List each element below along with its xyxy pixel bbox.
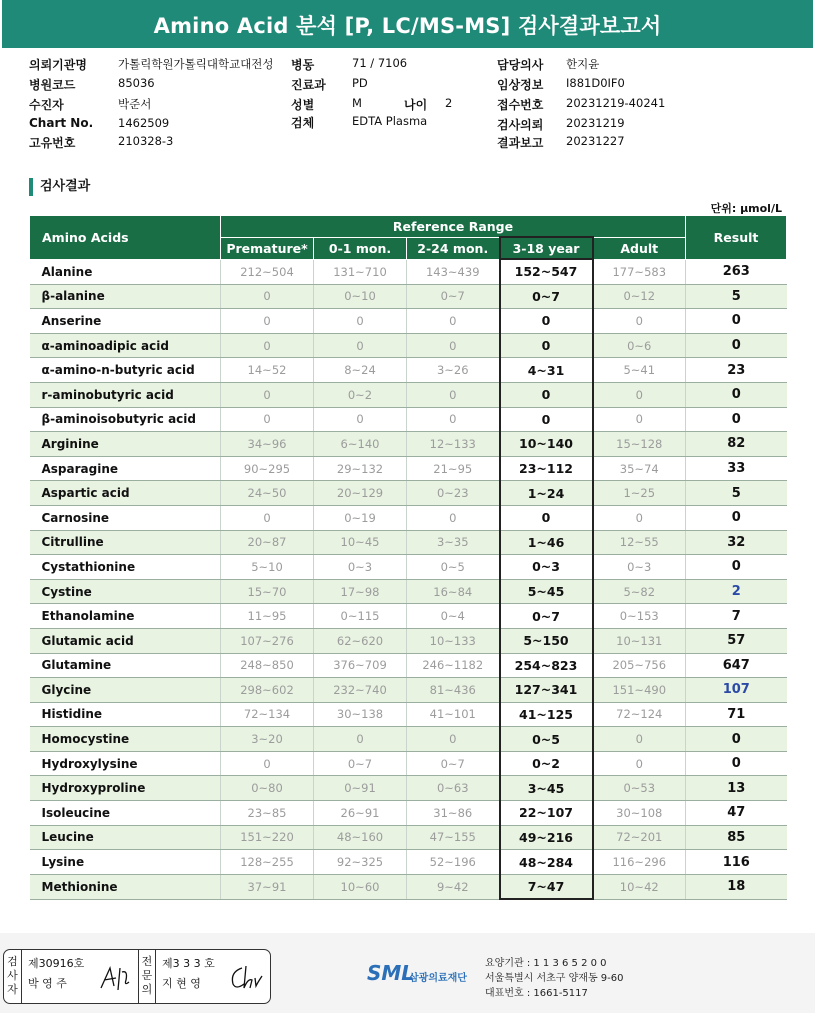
reference-range-highlight: 0	[500, 407, 593, 432]
physician-label: 담당의사	[497, 58, 544, 72]
hospital-code: 85036	[118, 76, 155, 90]
result-value: 32	[686, 530, 787, 555]
org-address	[485, 956, 624, 1001]
reference-range: 232~740	[314, 678, 407, 703]
table-row	[30, 333, 787, 358]
reference-range: 3~35	[407, 530, 500, 555]
unique-no-label: 고유번호	[29, 136, 76, 150]
reference-range: 0~115	[314, 604, 407, 629]
reference-range-highlight: 0~2	[500, 751, 593, 776]
reference-range: 0~23	[407, 481, 500, 506]
table-row	[30, 751, 787, 776]
chart-no: 1462509	[118, 116, 170, 130]
amino-acid-name: Glutamine	[30, 653, 221, 678]
reference-range: 14~52	[221, 358, 314, 383]
table-row	[30, 702, 787, 727]
table-row	[30, 555, 787, 580]
request-date-label: 검사의뢰	[497, 118, 544, 132]
reference-range: 5~10	[221, 555, 314, 580]
range-header: Adult	[593, 237, 686, 259]
reference-range-highlight: 1~24	[500, 481, 593, 506]
table-row	[30, 505, 787, 530]
section-title: 검사결과	[29, 178, 90, 196]
amino-acid-name: β-alanine	[30, 284, 221, 309]
reference-range: 37~91	[221, 874, 314, 899]
sml-logo-text: SML	[367, 961, 415, 985]
result-value: 5	[686, 481, 787, 506]
reference-range: 0	[593, 727, 686, 752]
amino-acid-name: Lysine	[30, 850, 221, 875]
reference-range: 34~96	[221, 432, 314, 457]
reference-range: 131~710	[314, 259, 407, 284]
amino-acid-name: Aspartic acid	[30, 481, 221, 506]
amino-acid-name: Alanine	[30, 259, 221, 284]
reference-range: 0	[221, 505, 314, 530]
reference-range: 0	[407, 407, 500, 432]
clinical-info: I881D0IF0	[566, 76, 625, 90]
reference-range-highlight: 0	[500, 505, 593, 530]
requesting-institution-label: 의뢰기관명	[29, 58, 87, 72]
reference-range: 0	[593, 309, 686, 334]
reference-range: 10~45	[314, 530, 407, 555]
reference-range-highlight: 254~823	[500, 653, 593, 678]
reference-range-highlight: 1~46	[500, 530, 593, 555]
amino-acid-name: Glutamic acid	[30, 628, 221, 653]
result-value: 2	[686, 579, 787, 604]
reference-range: 0~19	[314, 505, 407, 530]
reference-range: 29~132	[314, 456, 407, 481]
result-value: 0	[686, 751, 787, 776]
reference-range: 52~196	[407, 850, 500, 875]
reference-range-highlight: 48~284	[500, 850, 593, 875]
result-value: 57	[686, 628, 787, 653]
amino-acid-name: Glycine	[30, 678, 221, 703]
table-row	[30, 727, 787, 752]
table-row	[30, 850, 787, 875]
reference-range: 10~133	[407, 628, 500, 653]
reference-range: 72~201	[593, 825, 686, 850]
result-value: 116	[686, 850, 787, 875]
amino-acid-name: α-aminoadipic acid	[30, 333, 221, 358]
table-row	[30, 530, 787, 555]
department-label: 진료과	[291, 78, 326, 92]
reference-range-highlight: 0~3	[500, 555, 593, 580]
reference-range: 10~42	[593, 874, 686, 899]
range-header: 2-24 mon.	[407, 237, 500, 259]
org-name: 삼광의료재단	[409, 973, 467, 984]
reference-range: 5~82	[593, 579, 686, 604]
reference-range-highlight: 4~31	[500, 358, 593, 383]
reference-range-highlight: 22~107	[500, 801, 593, 826]
reference-range: 92~325	[314, 850, 407, 875]
reference-range-highlight: 41~125	[500, 702, 593, 727]
amino-acid-name: Histidine	[30, 702, 221, 727]
reference-range-highlight: 152~547	[500, 259, 593, 284]
reference-range: 212~504	[221, 259, 314, 284]
range-header-highlight: 3-18 year	[500, 237, 593, 259]
addr-line2: 서울특별시 서초구 양재동 9-60	[485, 973, 624, 984]
reference-range: 62~620	[314, 628, 407, 653]
reference-range: 0	[593, 505, 686, 530]
reference-range: 0	[407, 333, 500, 358]
reference-range: 0~91	[314, 776, 407, 801]
result-value: 82	[686, 432, 787, 457]
reference-range: 31~86	[407, 801, 500, 826]
result-value: 23	[686, 358, 787, 383]
reference-range: 151~220	[221, 825, 314, 850]
hospital-code-label: 병원코드	[29, 78, 76, 92]
reference-range-highlight: 0	[500, 309, 593, 334]
sml-logo	[367, 957, 477, 997]
table-row	[30, 284, 787, 309]
reference-range-highlight: 5~45	[500, 579, 593, 604]
reference-range: 10~131	[593, 628, 686, 653]
reference-range: 0~7	[407, 284, 500, 309]
reference-range-highlight: 127~341	[500, 678, 593, 703]
result-value: 5	[686, 284, 787, 309]
reference-range: 0~53	[593, 776, 686, 801]
amino-acid-name: Hydroxylysine	[30, 751, 221, 776]
reference-range: 0	[593, 751, 686, 776]
reference-range-highlight: 0	[500, 382, 593, 407]
amino-acid-name: β-aminoisobutyric acid	[30, 407, 221, 432]
reference-range: 24~50	[221, 481, 314, 506]
reference-range: 90~295	[221, 456, 314, 481]
age-label: 나이	[404, 98, 428, 112]
chart-no-label: Chart No.	[29, 116, 94, 130]
reference-range: 116~296	[593, 850, 686, 875]
amino-acid-name: r-aminobutyric acid	[30, 382, 221, 407]
result-value: 263	[686, 259, 787, 284]
amino-acid-name: Methionine	[30, 874, 221, 899]
reference-range: 35~74	[593, 456, 686, 481]
result-value: 107	[686, 678, 787, 703]
reference-range: 177~583	[593, 259, 686, 284]
reference-range-highlight: 3~45	[500, 776, 593, 801]
ward-value: 71 / 7106	[352, 56, 408, 70]
specialist-signature	[228, 962, 264, 992]
reference-range-highlight: 5~150	[500, 628, 593, 653]
reference-range: 0	[593, 407, 686, 432]
reference-range-highlight: 0	[500, 333, 593, 358]
reference-range-highlight: 23~112	[500, 456, 593, 481]
reference-range: 15~128	[593, 432, 686, 457]
reference-range: 128~255	[221, 850, 314, 875]
examiner-info	[28, 954, 84, 994]
amino-acid-name: Arginine	[30, 432, 221, 457]
amino-acid-name: Cystathionine	[30, 555, 221, 580]
reference-range: 0~5	[407, 555, 500, 580]
ward-label: 병동	[291, 58, 315, 72]
department: PD	[352, 76, 368, 90]
reference-range: 15~70	[221, 579, 314, 604]
reference-range: 0	[221, 309, 314, 334]
reference-range: 0	[407, 505, 500, 530]
reference-range: 0~10	[314, 284, 407, 309]
patient-info	[0, 56, 815, 156]
table-row	[30, 456, 787, 481]
amino-acid-name: Leucine	[30, 825, 221, 850]
table-row	[30, 382, 787, 407]
reference-range: 107~276	[221, 628, 314, 653]
result-value: 0	[686, 382, 787, 407]
specimen: EDTA Plasma	[352, 114, 428, 128]
reference-range: 0	[314, 309, 407, 334]
table-row	[30, 628, 787, 653]
reference-range: 8~24	[314, 358, 407, 383]
result-value: 85	[686, 825, 787, 850]
reference-range: 9~42	[407, 874, 500, 899]
amino-acid-name: Cystine	[30, 579, 221, 604]
reference-range-highlight: 0~7	[500, 604, 593, 629]
reference-range: 1~25	[593, 481, 686, 506]
result-value: 647	[686, 653, 787, 678]
reference-range: 0	[314, 333, 407, 358]
reference-range: 0	[221, 382, 314, 407]
examiner-name: 박 영 주	[28, 977, 67, 990]
sex: M	[352, 96, 362, 110]
reference-range: 48~160	[314, 825, 407, 850]
amino-acid-name: Citrulline	[30, 530, 221, 555]
reference-range: 298~602	[221, 678, 314, 703]
result-value: 0	[686, 407, 787, 432]
reference-range: 151~490	[593, 678, 686, 703]
amino-acid-table	[29, 215, 787, 900]
reference-range-header: Reference Range	[221, 216, 686, 238]
table-row	[30, 874, 787, 899]
specimen-label: 검체	[291, 116, 315, 130]
reference-range-highlight: 10~140	[500, 432, 593, 457]
reference-range: 3~26	[407, 358, 500, 383]
reference-range-highlight: 49~216	[500, 825, 593, 850]
amino-acid-name: Ethanolamine	[30, 604, 221, 629]
reference-range: 0	[221, 407, 314, 432]
reference-range-highlight: 0~7	[500, 284, 593, 309]
reference-range: 20~87	[221, 530, 314, 555]
range-header: 0-1 mon.	[314, 237, 407, 259]
reference-range: 0~4	[407, 604, 500, 629]
report-date: 20231227	[566, 134, 625, 148]
unique-no: 210328-3	[118, 134, 174, 148]
amino-acid-name: α-amino-n-butyric acid	[30, 358, 221, 383]
reference-range: 6~140	[314, 432, 407, 457]
reference-range: 0~7	[314, 751, 407, 776]
reference-range: 0	[314, 407, 407, 432]
recipient: 박준서	[118, 97, 152, 111]
amino-acid-name: Carnosine	[30, 505, 221, 530]
reference-range: 0	[407, 382, 500, 407]
reference-range: 26~91	[314, 801, 407, 826]
table-row	[30, 653, 787, 678]
reference-range: 0	[221, 284, 314, 309]
report-date-label: 결과보고	[497, 136, 544, 150]
result-value: 7	[686, 604, 787, 629]
reference-range: 376~709	[314, 653, 407, 678]
age: 2	[445, 96, 453, 110]
addr-line3: 대표번호 : 1661-5117	[485, 988, 588, 999]
unit-label: 단위: µmol/L	[710, 202, 782, 215]
reference-range: 30~108	[593, 801, 686, 826]
specialist-name: 지 현 영	[162, 977, 201, 990]
result-value: 71	[686, 702, 787, 727]
result-value: 33	[686, 456, 787, 481]
reference-range: 12~133	[407, 432, 500, 457]
sex-label: 성별	[291, 98, 315, 112]
result-value: 0	[686, 727, 787, 752]
reference-range: 72~124	[593, 702, 686, 727]
reference-range: 248~850	[221, 653, 314, 678]
table-row	[30, 801, 787, 826]
table-row	[30, 481, 787, 506]
table-row	[30, 432, 787, 457]
result-value: 47	[686, 801, 787, 826]
reference-range: 16~84	[407, 579, 500, 604]
amino-acid-name: Homocystine	[30, 727, 221, 752]
reference-range: 23~85	[221, 801, 314, 826]
recipient-label: 수진자	[29, 98, 64, 112]
table-row	[30, 407, 787, 432]
amino-acid-name: Hydroxyproline	[30, 776, 221, 801]
reference-range: 17~98	[314, 579, 407, 604]
reference-range: 143~439	[407, 259, 500, 284]
result-value: 18	[686, 874, 787, 899]
table-row	[30, 678, 787, 703]
reference-range: 0	[221, 333, 314, 358]
reference-range: 20~129	[314, 481, 407, 506]
reference-range: 10~60	[314, 874, 407, 899]
reference-range: 0~3	[593, 555, 686, 580]
table-row	[30, 579, 787, 604]
amino-acids-header: Amino Acids	[30, 216, 221, 260]
reference-range: 246~1182	[407, 653, 500, 678]
reference-range: 0	[407, 309, 500, 334]
reference-range: 0~63	[407, 776, 500, 801]
reference-range: 0	[593, 382, 686, 407]
amino-acid-name: Anserine	[30, 309, 221, 334]
addr-line1: 요양기관 : 1 1 3 6 5 2 0 0	[485, 958, 607, 969]
examiner-signature	[98, 962, 132, 992]
reference-range-highlight: 7~47	[500, 874, 593, 899]
reference-range: 0	[314, 727, 407, 752]
examiner-no: 제30916호	[28, 957, 85, 970]
request-date: 20231219	[566, 116, 625, 130]
reference-range: 0~3	[314, 555, 407, 580]
receipt-no-label: 접수번호	[497, 98, 544, 112]
specialist-info	[162, 954, 215, 994]
specialist-label	[138, 950, 156, 1003]
reference-range: 3~20	[221, 727, 314, 752]
reference-range: 5~41	[593, 358, 686, 383]
amino-acid-name: Isoleucine	[30, 801, 221, 826]
table-row	[30, 776, 787, 801]
specialist-label-text: 전 문 의	[141, 955, 153, 996]
reference-range: 11~95	[221, 604, 314, 629]
range-header: Premature*	[221, 237, 314, 259]
table-row	[30, 259, 787, 284]
clinical-info-label: 임상정보	[497, 78, 544, 92]
result-header: Result	[686, 216, 787, 260]
specialist-no: 제3 3 3 호	[162, 957, 215, 970]
amino-acid-name: Asparagine	[30, 456, 221, 481]
table-row	[30, 825, 787, 850]
reference-range: 0~153	[593, 604, 686, 629]
result-value: 13	[686, 776, 787, 801]
reference-range: 0	[407, 727, 500, 752]
reference-range: 47~155	[407, 825, 500, 850]
physician: 한지윤	[566, 57, 600, 71]
requesting-institution: 가톨릭학원가톨릭대학교대전성	[118, 57, 274, 71]
reference-range: 30~138	[314, 702, 407, 727]
result-value: 0	[686, 309, 787, 334]
result-value: 0	[686, 333, 787, 358]
reference-range: 0	[221, 751, 314, 776]
table-row	[30, 604, 787, 629]
signature-box	[3, 949, 271, 1004]
reference-range: 0~6	[593, 333, 686, 358]
result-value: 0	[686, 555, 787, 580]
reference-range: 205~756	[593, 653, 686, 678]
reference-range-highlight: 0~5	[500, 727, 593, 752]
reference-range: 81~436	[407, 678, 500, 703]
reference-range: 21~95	[407, 456, 500, 481]
reference-range: 0~7	[407, 751, 500, 776]
examiner-label	[4, 950, 22, 1003]
reference-range: 0~12	[593, 284, 686, 309]
table-row	[30, 358, 787, 383]
table-row	[30, 309, 787, 334]
reference-range: 41~101	[407, 702, 500, 727]
reference-range: 0~2	[314, 382, 407, 407]
result-value: 0	[686, 505, 787, 530]
receipt-no: 20231219-40241	[566, 96, 666, 110]
examiner-label-text: 검 사 자	[7, 955, 18, 996]
reference-range: 12~55	[593, 530, 686, 555]
reference-range: 0~80	[221, 776, 314, 801]
reference-range: 72~134	[221, 702, 314, 727]
report-title: Amino Acid 분석 [P, LC/MS-MS] 검사결과보고서	[2, 0, 813, 48]
